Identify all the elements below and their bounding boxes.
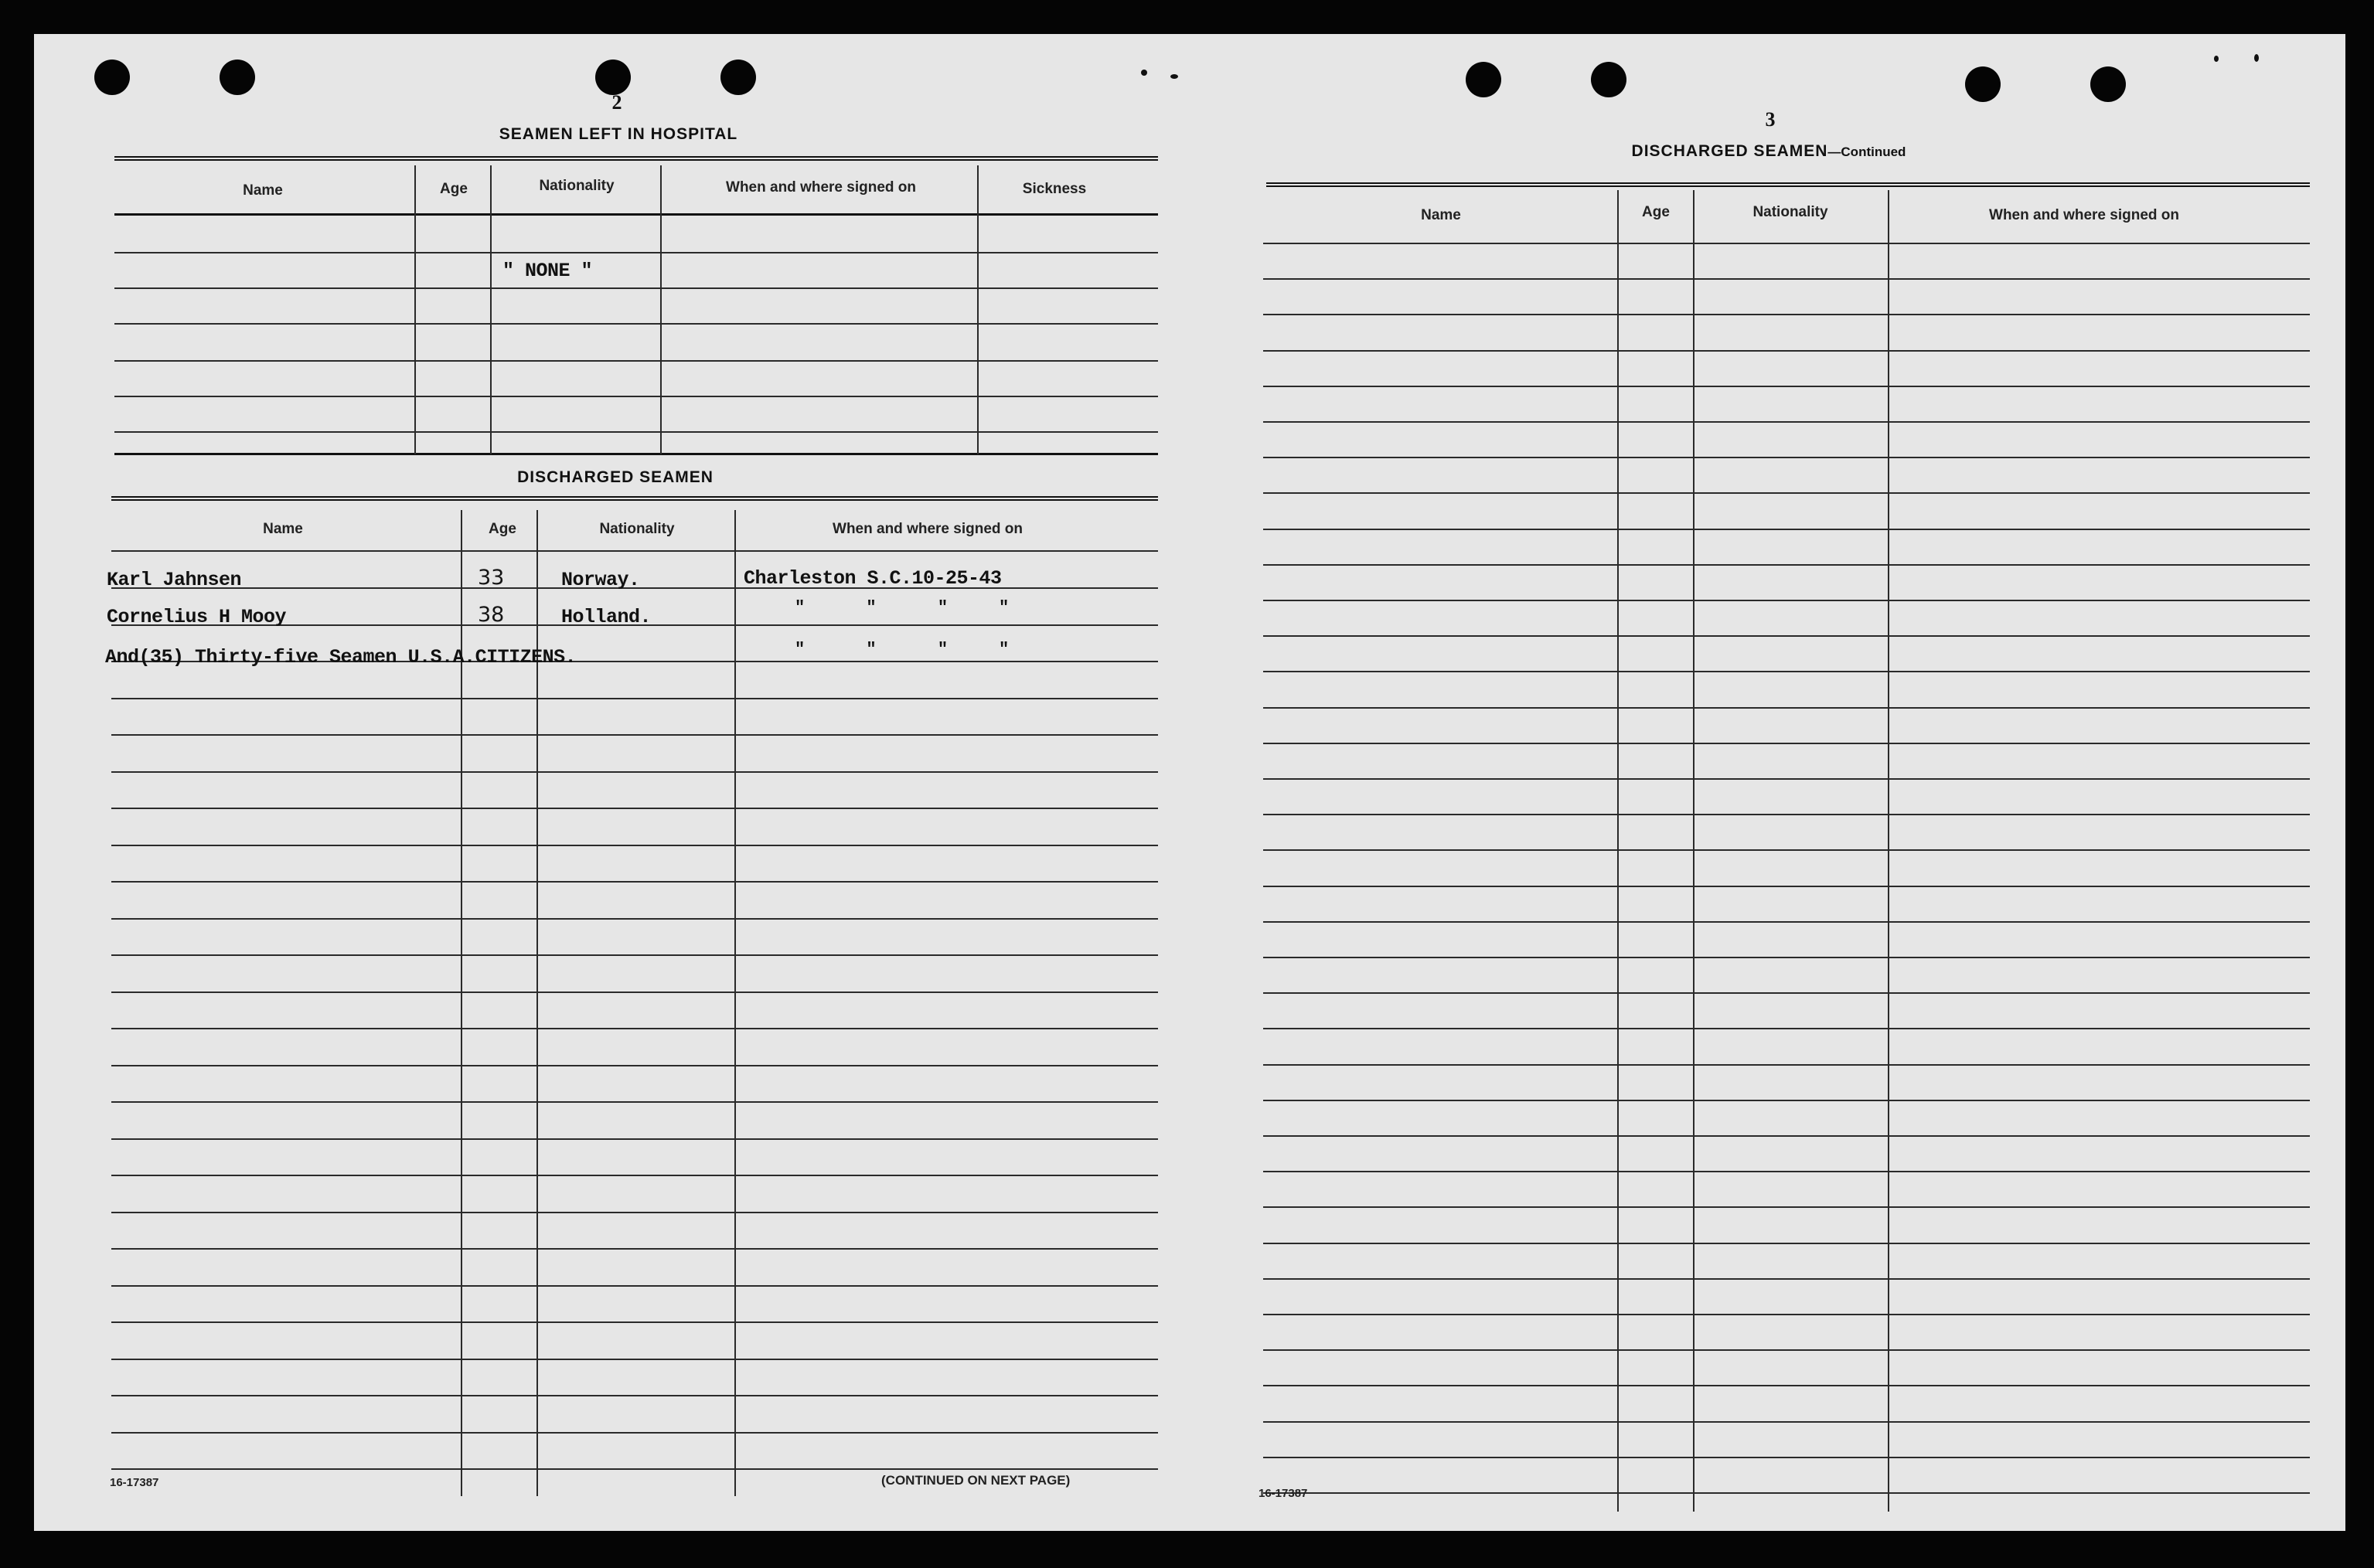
table-rule	[114, 156, 1158, 161]
table-rule	[114, 360, 1158, 362]
row-rule	[1263, 1064, 2310, 1066]
row-rule	[1263, 1278, 2310, 1280]
row-rule	[111, 1028, 1158, 1029]
seaman-name: Cornelius H Mooy	[107, 606, 287, 628]
row-rule	[1263, 350, 2310, 352]
row-rule	[111, 1468, 1158, 1470]
row-rule	[111, 1101, 1158, 1103]
row-rule	[1263, 1206, 2310, 1208]
table-rule	[114, 213, 1158, 216]
table-rule	[111, 550, 1158, 552]
seaman-age: 33	[478, 566, 505, 590]
column-header-age: Age	[440, 181, 468, 197]
row-rule	[111, 808, 1158, 809]
column-header-age: Age	[1642, 204, 1670, 220]
punch-hole	[220, 60, 255, 95]
row-rule	[1263, 278, 2310, 280]
row-rule	[1263, 1349, 2310, 1351]
row-rule	[111, 1395, 1158, 1396]
row-rule	[1263, 1100, 2310, 1101]
punch-hole	[1965, 66, 2001, 102]
row-rule	[1263, 743, 2310, 744]
punch-hole	[94, 60, 130, 95]
row-rule	[1263, 1314, 2310, 1315]
row-rule	[111, 881, 1158, 883]
row-rule	[1263, 457, 2310, 458]
row-rule	[111, 1212, 1158, 1213]
row-rule	[111, 1432, 1158, 1434]
punch-hole	[1591, 62, 1626, 97]
column-header-signed-on: When and where signed on	[1989, 207, 2179, 223]
table-rule	[114, 431, 1158, 433]
row-rule	[1263, 992, 2310, 994]
row-rule	[1263, 957, 2310, 958]
hospital-entry: " NONE "	[502, 260, 593, 282]
row-rule	[1263, 1385, 2310, 1386]
table-rule	[1266, 182, 2310, 187]
continued-note: (CONTINUED ON NEXT PAGE)	[881, 1473, 1071, 1488]
page-number: 3	[1765, 108, 1776, 131]
row-rule	[1263, 243, 2310, 244]
column-header-age: Age	[489, 521, 516, 537]
column-header-nationality: Nationality	[539, 178, 615, 194]
punch-hole	[595, 60, 631, 95]
row-rule	[111, 734, 1158, 736]
row-rule	[1263, 1492, 2310, 1494]
row-rule	[1263, 529, 2310, 530]
row-rule	[1263, 1421, 2310, 1423]
seaman-nationality: Holland.	[561, 606, 652, 628]
row-rule	[111, 991, 1158, 993]
table-rule	[114, 323, 1158, 325]
row-rule	[111, 845, 1158, 846]
table-rule	[114, 396, 1158, 397]
column-divider	[490, 165, 492, 454]
seaman-signed-on: " " " "	[795, 640, 1010, 659]
title-text: DISCHARGED SEAMEN	[1631, 142, 1828, 160]
row-rule	[1263, 564, 2310, 566]
row-rule	[111, 771, 1158, 773]
speck-mark	[2254, 54, 2259, 62]
table-rule	[114, 453, 1158, 455]
form-number: 16-17387	[110, 1476, 159, 1489]
seaman-name: Karl Jahnsen	[107, 569, 242, 591]
row-rule	[111, 954, 1158, 956]
punch-hole	[1466, 62, 1501, 97]
row-rule	[111, 1285, 1158, 1287]
speck-mark	[1170, 74, 1178, 79]
seaman-signed-on: Charleston S.C.10-25-43	[744, 567, 1002, 590]
form-number: 16-17387	[1259, 1487, 1308, 1500]
row-rule	[111, 1065, 1158, 1066]
document-sheet	[34, 34, 2345, 1531]
column-divider	[414, 165, 416, 454]
row-rule	[1263, 1135, 2310, 1137]
column-header-signed-on: When and where signed on	[833, 521, 1023, 537]
row-rule	[1263, 707, 2310, 709]
row-rule	[1263, 314, 2310, 315]
table-rule	[114, 252, 1158, 253]
row-rule	[1263, 1243, 2310, 1244]
column-divider	[1617, 190, 1619, 1512]
column-header-nationality: Nationality	[599, 521, 675, 537]
row-rule	[1263, 492, 2310, 494]
table-rule	[114, 287, 1158, 289]
column-header-sickness: Sickness	[1022, 181, 1087, 197]
discharged-section-title: DISCHARGED SEAMEN	[517, 468, 714, 486]
row-rule	[1263, 778, 2310, 780]
row-rule	[1263, 814, 2310, 815]
row-rule	[1263, 1171, 2310, 1172]
column-header-signed-on: When and where signed on	[726, 179, 916, 196]
row-rule	[111, 1248, 1158, 1250]
discharged-continued-title	[1632, 142, 1906, 161]
row-rule	[1263, 849, 2310, 851]
seaman-signed-on: " " " "	[795, 598, 1010, 617]
column-header-nationality: Nationality	[1752, 204, 1828, 220]
row-rule	[1263, 600, 2310, 601]
speck-mark	[2214, 56, 2219, 62]
row-rule	[111, 1321, 1158, 1323]
row-rule	[111, 1175, 1158, 1176]
column-divider	[734, 510, 736, 1496]
hospital-section-title: SEAMEN LEFT IN HOSPITAL	[499, 125, 738, 143]
seaman-age: 38	[478, 603, 505, 627]
punch-hole	[720, 60, 756, 95]
row-rule	[111, 1359, 1158, 1360]
seaman-name: And(35) Thirty-five Seamen U.S.A.CITIZENS.	[105, 646, 577, 668]
row-rule	[111, 1138, 1158, 1140]
row-rule	[1263, 635, 2310, 637]
row-rule	[1263, 1028, 2310, 1029]
row-rule	[1263, 886, 2310, 887]
row-rule	[111, 918, 1158, 920]
row-rule	[1263, 671, 2310, 672]
column-divider	[1888, 190, 1889, 1512]
row-rule	[1263, 386, 2310, 387]
page-number: 2	[611, 91, 622, 114]
column-divider	[977, 165, 979, 454]
column-header-name: Name	[1421, 207, 1461, 223]
title-suffix: —Continued	[1827, 145, 1906, 159]
row-rule	[1263, 421, 2310, 423]
column-header-name: Name	[243, 182, 283, 199]
column-divider	[660, 165, 662, 454]
column-header-name: Name	[263, 521, 303, 537]
speck-mark	[1141, 70, 1147, 76]
punch-hole	[2090, 66, 2126, 102]
row-rule	[111, 698, 1158, 699]
row-rule	[1263, 921, 2310, 923]
table-rule	[111, 496, 1158, 501]
seaman-nationality: Norway.	[561, 569, 640, 591]
row-rule	[1263, 1457, 2310, 1458]
column-divider	[1693, 190, 1694, 1512]
